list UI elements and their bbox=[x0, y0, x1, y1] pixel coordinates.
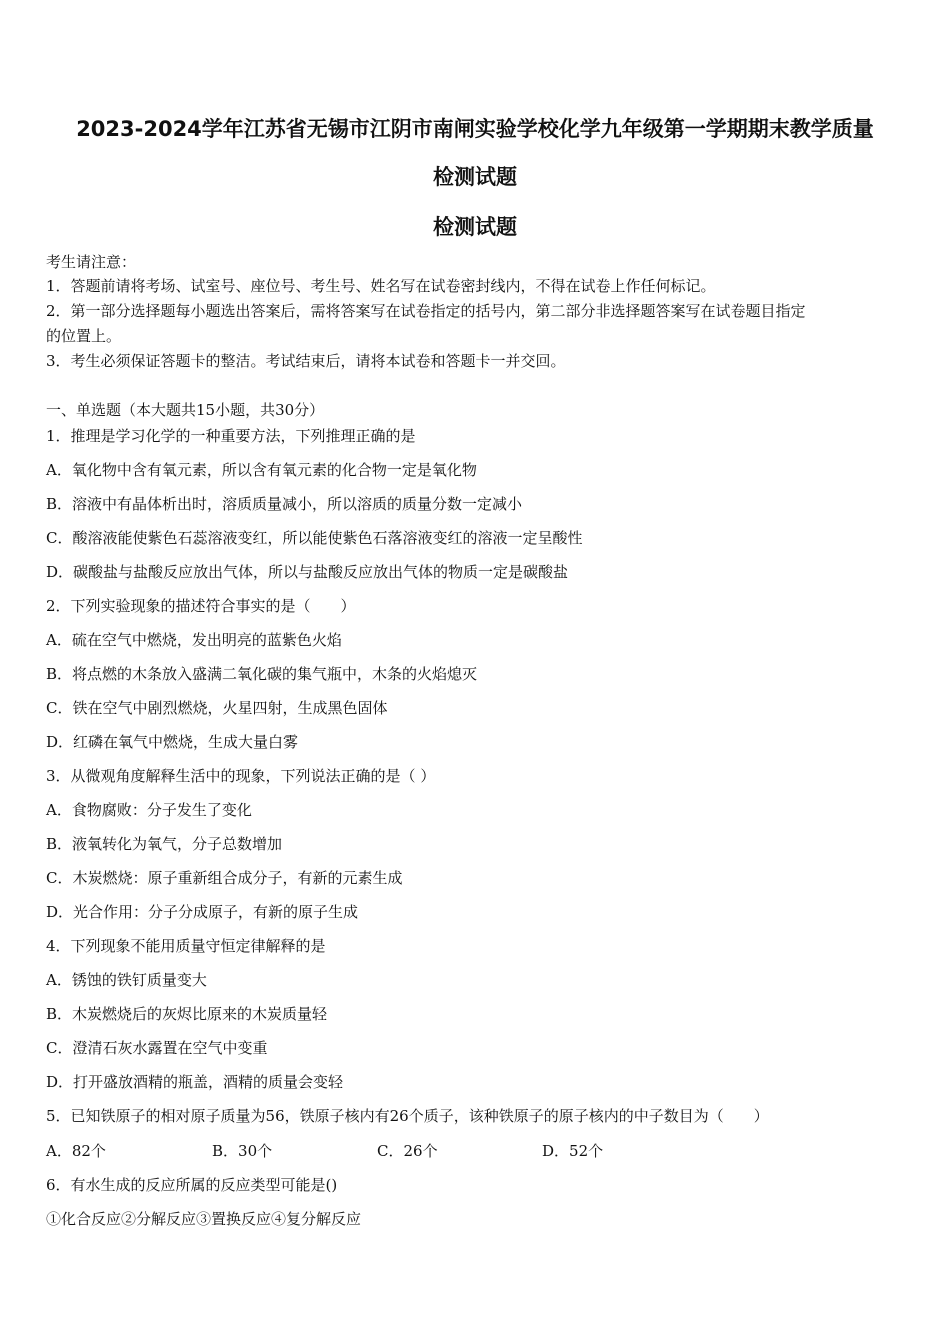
section-heading: 一、单选题（本大题共15小题，共30分） bbox=[46, 401, 325, 419]
option-b: B．液氧转化为氧气，分子总数增加 bbox=[46, 835, 283, 853]
exam-title-line1: 2023-2024学年江苏省无锡市江阴市南闸实验学校化学九年级第一学期期末教学质量 bbox=[76, 117, 874, 141]
option-c: C．木炭燃烧：原子重新组合成分子，有新的元素生成 bbox=[46, 869, 403, 887]
question-stem: 4．下列现象不能用质量守恒定律解释的是 bbox=[46, 937, 326, 955]
option-b: B．木炭燃烧后的灰烬比原来的木炭质量轻 bbox=[46, 1005, 328, 1023]
option-d: D．52个 bbox=[542, 1142, 604, 1160]
option-d: D．碳酸盐与盐酸反应放出气体，所以与盐酸反应放出气体的物质一定是碳酸盐 bbox=[46, 563, 569, 581]
option-a: A．氧化物中含有氧元素，所以含有氧元素的化合物一定是氧化物 bbox=[46, 461, 477, 479]
exam-title-line3: 检测试题 bbox=[433, 215, 517, 239]
option-c: C．酸溶液能使紫色石蕊溶液变红，所以能使紫色石落溶液变红的溶液一定呈酸性 bbox=[46, 529, 583, 547]
exam-title-line2: 检测试题 bbox=[433, 165, 517, 189]
option-a: A．食物腐败：分子发生了变化 bbox=[46, 801, 252, 819]
notes-item-2: 2．第一部分选择题每小题选出答案后，需将答案写在试卷指定的括号内，第二部分非选择题答案写在试卷题目指定 bbox=[46, 302, 806, 320]
option-c: C．澄清石灰水露置在空气中变重 bbox=[46, 1039, 268, 1057]
question-stem: 5．已知铁原子的相对原子质量为56，铁原子核内有26个质子，该种铁原子的原子核内的中子数目为（ ） bbox=[46, 1107, 769, 1125]
question-stem: 1．推理是学习化学的一种重要方法，下列推理正确的是 bbox=[46, 427, 416, 445]
option-a: A．82个 bbox=[46, 1142, 106, 1160]
option-c: C．26个 bbox=[377, 1142, 438, 1160]
option-b: B．30个 bbox=[212, 1142, 273, 1160]
notes-item-2-cont: 的位置上。 bbox=[46, 327, 122, 345]
notes-heading: 考生请注意： bbox=[46, 253, 137, 271]
question-stem: 3．从微观角度解释生活中的现象，下列说法正确的是（ ） bbox=[46, 767, 436, 785]
option-d: D．光合作用：分子分成原子，有新的原子生成 bbox=[46, 903, 359, 921]
notes-item-3: 3．考生必须保证答题卡的整洁。考试结束后，请将本试卷和答题卡一并交回。 bbox=[46, 352, 566, 370]
option-b: B．溶液中有晶体析出时，溶质质量减小，所以溶质的质量分数一定减小 bbox=[46, 495, 523, 513]
option-c: C．铁在空气中剧烈燃烧，火星四射，生成黑色固体 bbox=[46, 699, 388, 717]
option-a: A．硫在空气中燃烧，发出明亮的蓝紫色火焰 bbox=[46, 631, 342, 649]
option-b: B．将点燃的木条放入盛满二氧化碳的集气瓶中，木条的火焰熄灭 bbox=[46, 665, 478, 683]
option-d: D．打开盛放酒精的瓶盖，酒精的质量会变轻 bbox=[46, 1073, 344, 1091]
option-a: A．锈蚀的铁钉质量变大 bbox=[46, 971, 207, 989]
question-stem: 6．有水生成的反应所属的反应类型可能是() bbox=[46, 1176, 338, 1194]
notes-item-1: 1．答题前请将考场、试室号、座位号、考生号、姓名写在试卷密封线内，不得在试卷上作任何标记。 bbox=[46, 277, 716, 295]
question-stem: 2．下列实验现象的描述符合事实的是（ ） bbox=[46, 597, 356, 615]
option-d: D．红磷在氧气中燃烧，生成大量白雾 bbox=[46, 733, 299, 751]
question-choices: ①化合反应②分解反应③置换反应④复分解反应 bbox=[46, 1210, 362, 1228]
